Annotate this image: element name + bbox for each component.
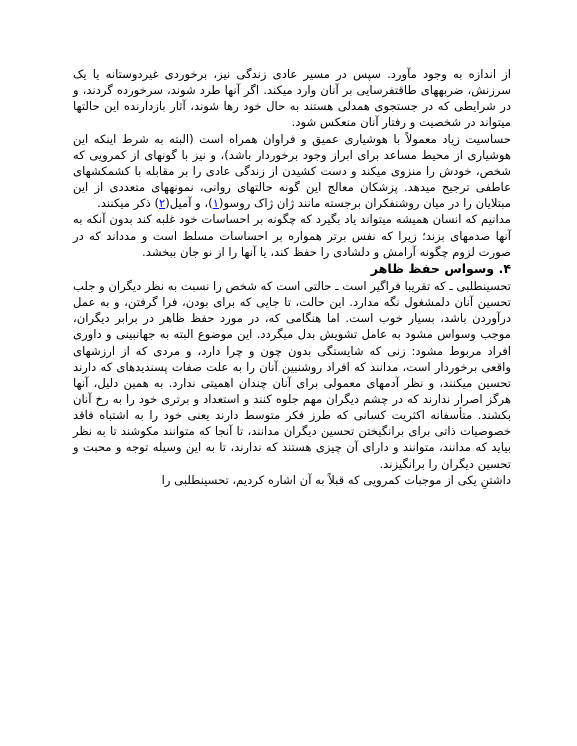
section-heading: ۴. وسواس حفظ ظاهر — [370, 260, 511, 276]
paragraph-2-text-middle: )، و آمیل( — [165, 196, 213, 211]
paragraph-2-text-after: ) ذکر میکنند. — [97, 196, 159, 211]
section-paragraph-1: تحسینطلبی ـ که تقریبا فراگیر است ـ حالتی است که شخص را نسبت به نظر دیگران و جلب تحسین آنان دلمشغول نگه مدارد. این حالت، تا جایی که برای بودن، فرا گرفتن، و به عمل درآوردن باشد، بسیار خوب است. اما هنگامی که، در مورد حفظ ظاهر در برابر دیگران، موجب وسواس مشود به عامل تشویش بدل میگردد. این موضوع البته به جهانبینی و داوری افراد مربوط مشود: زنی که شایستگی بدون چون و چرا دارد، و مردی که از ارزشهای واقعی برخوردار است، مدانند که افراد روشنبین آنان را به علت صفات پسندیدهای که دارند تحسین میکنند، و نظر آدمهای معمولی برای آنان چندان اهمیتی ندارد. به همین دلیل، آنها هرگز اصرار ندارند که در چشم دیگران مهم جلوه کنند و استعداد و برتری خود را به رخ آنان بکشند. متأسفانه اکثریت کسانی که طرز فکر متوسط دارند یعنی خود را به اشتباه فاقد خصوصیات ذاتی برای برانگیختن تحسین دیگران مدانند، تا آنجا که متوانند مکوشند تا به نظر بیاید که مدانند، متوانند و دارای آن چیزی هستند که ندارند، تا به این وسیله توجه و محبت و تحسین دیگران را برانگیزند. — [73, 278, 511, 471]
paragraph-2 — [73, 131, 511, 212]
paragraph-3: مدانیم که انسان همیشه میتواند یاد بگیرد که چگونه بر احساسات خود غلبه کند بدون آنکه به آنها صدمهای بزند؛ زیرا که نفس برتر همواره بر احساسات مسلط است و مدداند که در صورت لزوم چگونه آرامش و دلشادی را حفظ کند، یا آنها را از نو جان ببخشد. — [73, 212, 511, 259]
footnote-ref-1[interactable]: ۱ — [212, 196, 219, 211]
footnote-ref-2[interactable]: ۲ — [158, 196, 166, 211]
paragraph-1: از اندازه به وجود مآورد. سپس در مسیر عادی زندگی نیز، برخوردی غیردوستانه یا یک سرزنش، ضربههای طاقتفرسایی بر آنان وارد میکند. اگر آنها طرد شوند، سرخورده گردند، و در شرایطی که در جستجوی همدلی هستند به حال خود رها شوند، آثار بازدارنده این حالتها میتواند در شخصیت و رفتار آنان منعکس شود. — [73, 67, 511, 130]
paragraph-2-text-before: حساسیت زیاد معمولاً با هوشیاری عمیق و فراوان همراه است (البته به شرط اینکه این هوشیاری از محیط مساعد برای ابراز وجود برخوردار باشد)، و نیز با گونهای از کمرویی که شخص، خودش را منزوی میکند و دست کشیدن از زندگی عادی را بر مقابله با کشمکشهای عاطفی ترجیح میدهد. پزشکان معالج این گونه حالتهای روانی، نمونههای متعددی از این مبتلایان را در میان روشنفکران برجسته مانند ژان ژاک روسو( — [73, 131, 511, 211]
section-paragraph-2: داشتنِ یکی از موجبات کمرویی که قبلاً به آن اشاره کردیم، تحسینطلبی را — [161, 472, 511, 487]
document-page — [73, 66, 511, 488]
